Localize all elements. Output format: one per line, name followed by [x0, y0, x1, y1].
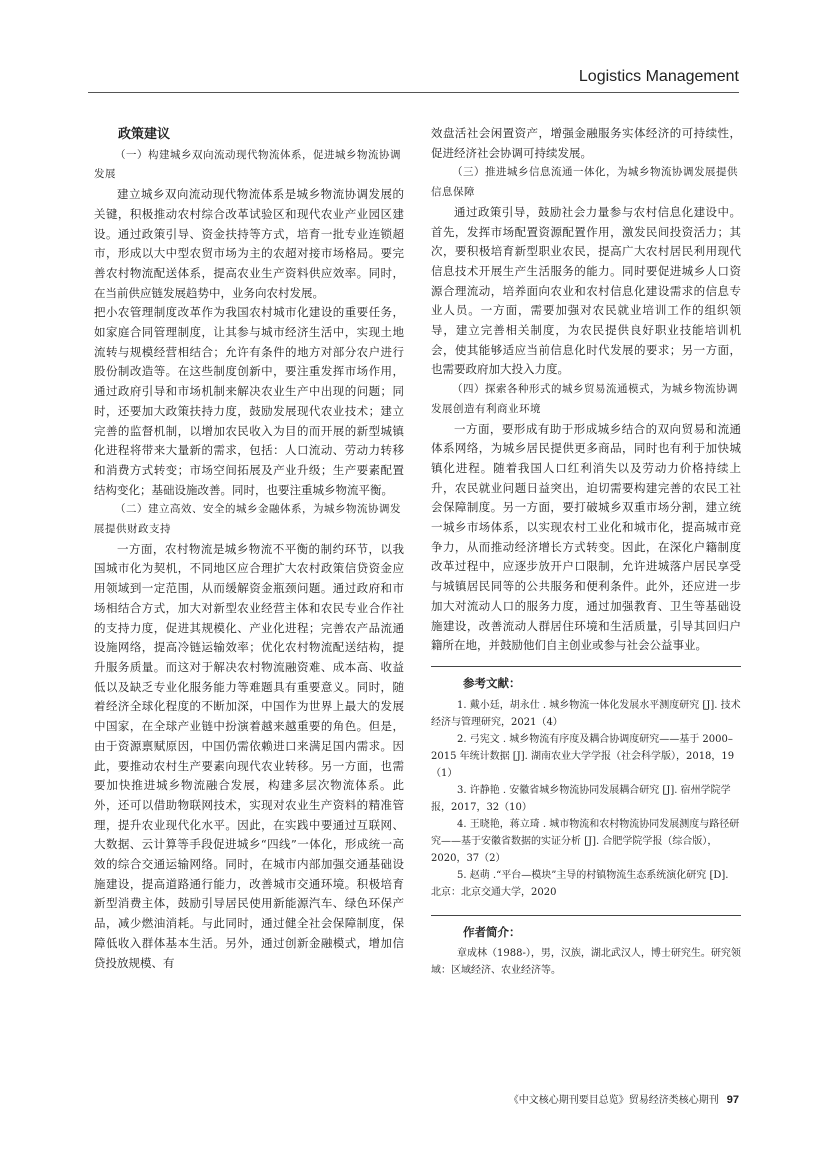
reference-item: 5. 赵萌 .“平台—模块”主导的村镇物流生态系统演化研究 [D]. 北京：北京交通大学，2020 — [431, 869, 729, 898]
paragraph-3: 一方面，农村物流是城乡物流不平衡的制约环节，以我国城市化为契机，不同地区应合理扩大农村政策信贷资金应用领域到一定范围，从而缓解资金瓶颈问题。通过政府和市场相结合方式，加大对新型农业经营主体和农民专业合作社的支持力度，促进其规模化、产业化进程；完善农产品流通设施网络，提高冷链运输效率；优化农村物流配送结构，提升服务质量。而这对于解决农村物流融资难、成本高、收益低以及缺乏专业化服务能力等难题具有重要意义。同时，随着经济全球化程度的不断加深，中国作为世界上最大的发展中国家，在全球产业链中扮演着越来越重要的角色。但是，由于资源禀赋原因，中国仍需依赖进口来满足国内需求。因此，要推动农村生产要素向现代农业转移。另一方面，也需要加快推进城乡物流融合发展，构建多层次物流体系。此外，还可以借助物联网技术，实现对农业生产资料的精准管理，提升农业现代化水平。因此，在实践中要通过互联网、大数据、云计算等手段促进城乡“四线”一体化，形成统一高效的综合交通运输网络。同时，在城市内部加强交通基础设施建设，提高道路通行能力，改善城市交通环境。积极培育新型消费主体，鼓励引导居民使用新能源汽车、绿色环保产品，减少燃油消耗。与此同时，通过健全社会保障制度，保障低收入群体基本生活。另外，通过创新金融模式，增加信贷投放规模、有 — [94, 541, 404, 970]
reference-item: 1. 戴小廷，胡永仕 . 城乡物流一体化发展水平测度研究 [J]. 技术经济与管理研究，2021（4） — [431, 699, 741, 728]
subheading-1: （一）构建城乡双向流动现代物流体系，促进城乡物流协调发展 — [94, 148, 401, 181]
journal-name: 《中文核心期刊要目总览》贸易经济类核心期刊 — [508, 1095, 719, 1106]
paragraph-2: 把小农管理制度改革作为我国农村城市化建设的重要任务，如家庭合同管理制度，让其参与城市经济生活中，实现土地流转与规模经营相结合；允许有条件的地方对部分农户进行股份制改造等。在这些制度创新中，要注重发挥市场作用，通过政府引导和市场机制来解决农业生产中出现的问题；同时，还要加大政策扶持力度，鼓励发展现代农业技术；建立完善的监督机制，以增加农民收入为目的而开展的新型城镇化进程将带来大量新的需求，包括：人口流动、劳动力转移和消费方式转变；市场空间拓展及产业升级；生产要素配置结构变化；基础设施改善。同时，也要注重城乡物流平衡。 — [94, 305, 404, 497]
paragraph-1: 建立城乡双向流动现代物流体系是城乡物流协调发展的关键，积极推动农村综合改革试验区和现代农业产业园区建设。通过政策引导、资金扶持等方式，培育一批专业连锁超市，形成以大中型农贸市场为主的农超对接市场格局。要完善农村物流配送体系，提高农业生产资料供应效率。同时，在当前供应链发展趋势中，业务向农村发展。 — [94, 187, 404, 300]
right-column — [431, 124, 741, 979]
left-column — [94, 124, 404, 973]
reference-item: 4. 王晓艳，蒋立琦 . 城市物流和农村物流协同发展测度与路径研究——基于安徽省数据的实证分析 [J]. 合肥学院学报（综合版），2020，37（2） — [431, 818, 740, 864]
subheading-3: （三）推进城乡信息流通一体化，为城乡物流协调发展提供信息保障 — [431, 166, 738, 199]
subheading-2: （二）建立高效、安全的城乡金融体系，为城乡物流协调发展提供财政支持 — [94, 503, 401, 536]
running-header: Logistics Management — [578, 68, 739, 85]
author-bio: 章成林（1988-），男，汉族，湖北武汉人，博士研究生。研究领域：区域经济、农业经济等。 — [431, 948, 741, 977]
references-title: 参考文献： — [463, 677, 521, 690]
page-number: 97 — [726, 1094, 739, 1106]
subheading-4: （四）探索各种形式的城乡贸易流通模式，为城乡物流协调发展创造有利商业环境 — [431, 383, 738, 415]
author-title: 作者简介： — [463, 926, 521, 939]
paragraph-continued: 效盘活社会闲置资产，增强金融服务实体经济的可持续性，促进经济社会协调可持续发展。 — [431, 126, 741, 160]
page-footer — [509, 1091, 739, 1106]
reference-item: 2. 弓宪文 . 城乡物流有序度及耦合协调度研究——基于 2000–2015 年统计数据 [J]. 湖南农业大学学报（社会科学版），2018，19（1） — [431, 733, 735, 779]
references-top-rule — [431, 666, 741, 667]
section-title: 政策建议 — [118, 126, 171, 141]
reference-item: 3. 许静艳 . 安徽省城乡物流协同发展耦合研究 [J]. 宿州学院学报，2017，32（10） — [431, 784, 731, 813]
header-rule — [88, 92, 739, 93]
paragraph-5: 一方面，要形成有助于形成城乡结合的双向贸易和流通体系网络，为城乡居民提供更多商品，同时也有利于加快城镇化进程。随着我国人口红利消失以及劳动力价格持续上升，农民就业问题日益突出，迫切需要构建完善的农民工社会保障制度。另一方面，要打破城乡双重市场分割，建立统一城乡市场体系，以实现农村工业化和城市化，提高城市竞争力，从而推动经济增长方式转变。因此，在深化户籍制度改革过程中，应逐步放开户口限制，允许进城落户居民享受与城镇居民同等的公共服务和便利条件。此外，还应进一步加大对流动人口的服务力度，通过加强教育、卫生等基础设施建设，改善流动人群居住环境和生活质量，引导其回归户籍所在地，并鼓励他们自主创业或参与社会公益事业。 — [431, 421, 741, 653]
paragraph-4: 通过政策引导，鼓励社会力量参与农村信息化建设中。首先，发挥市场配置资源配置作用，激发民间投资活力；其次，要积极培育新型职业农民，提高广大农村居民利用现代信息技术开展生产生活服务的能力。同时要促进城乡人口资源合理流动，培养面向农业和农村信息化建设需求的信息专业人员。一方面，需要加强对农民就业培训工作的组织领导，建立完善相关制度，为农民提供良好职业技能培训机会，使其能够适应当前信息化时代发展的要求；另一方面，也需要政府加大投入力度。 — [431, 204, 741, 377]
author-top-rule — [431, 915, 741, 916]
